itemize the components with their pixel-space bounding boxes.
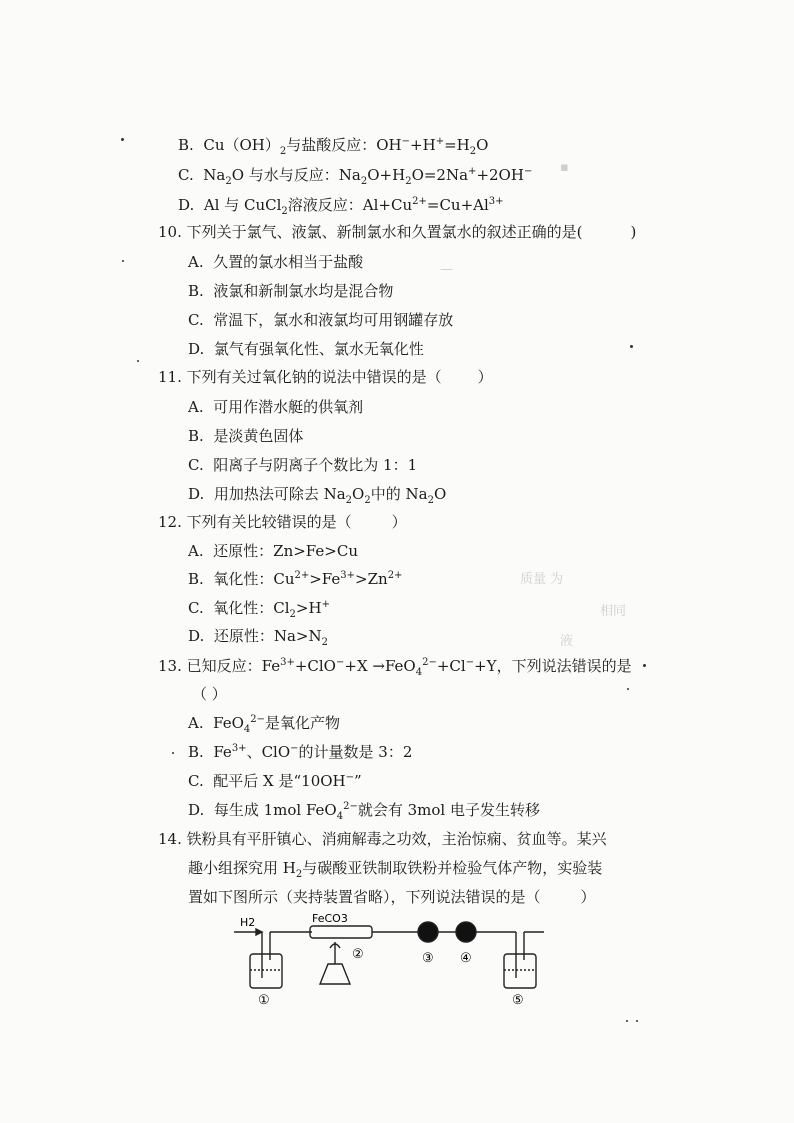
scan-speck (172, 752, 174, 754)
q13-option-C: C. 配平后 X 是“10OH−” (188, 772, 362, 790)
question-14-line3: 置如下图所示（夹持装置省略），下列说法错误的是（ ） (188, 888, 596, 906)
scan-speck (627, 688, 629, 690)
question-10-stem: 10. 下列关于氯气、液氯、新制氯水和久置氯水的叙述正确的是( ) (158, 223, 637, 241)
q10-option-D: D. 氯气有强氧化性、氯水无氧化性 (188, 340, 424, 358)
question-14-line2: 趣小组探究用 $H_2$与碳酸亚铁制取铁粉并检验气体产物，实验装 (188, 859, 603, 880)
bleed-text: 相同 (600, 604, 627, 619)
scan-speck (643, 664, 646, 667)
drying-bulb-4 (456, 922, 476, 942)
mark-4: ④ (460, 951, 472, 966)
q12-option-B: B. 氧化性：$Cu^{2+}>Fe^{3+}>Zn^{2+}$ (188, 570, 403, 588)
question-11-stem: 11. 下列有关过氧化钠的说法中错误的是（ ） (158, 368, 493, 386)
q12-option-A: A. 还原性：Zn>Fe>Cu (188, 542, 358, 560)
arrow-icon (256, 929, 262, 935)
q13-option-A: A. FeO$_4^{2-}$是氧化产物 (188, 714, 341, 735)
q13-option-D: D. 每生成 1mol FeO$_4^{2-}$就会有 3mol 电子发生转移 (188, 801, 540, 822)
drying-bulb-3 (418, 922, 438, 942)
mark-1: ① (258, 993, 270, 1007)
feco3-label: FeCO3 (312, 912, 348, 925)
scan-speck (137, 360, 139, 362)
alcohol-lamp (320, 964, 350, 984)
bleed-text: ▪ (560, 160, 569, 175)
mark-2: ② (352, 947, 364, 962)
q11-option-D: D. 用加热法可除去 $Na_2O_2$中的 $Na_2O$ (188, 485, 447, 506)
q10-option-A: A. 久置的氯水相当于盐酸 (188, 253, 364, 271)
option-D-prev: D. Al 与 CuCl$_2$溶液反应：$Al+Cu^{2+}=Cu+Al^{3+}$ (178, 196, 504, 217)
bleed-text: 液 (560, 634, 574, 649)
bleed-text: 质量 为 (520, 572, 564, 587)
h2-label: H2 (240, 916, 256, 929)
option-C-prev: C. $Na_2O$ 与水与反应：$Na_2O+H_2O=2Na^++2OH^-$ (178, 166, 533, 187)
q11-option-C: C. 阳离子与阴离子个数比为 1：1 (188, 456, 418, 474)
q12-option-D: D. 还原性：$Na>N_2$ (188, 627, 328, 648)
question-13-stem: 13. 已知反应：$Fe^{3+}+ClO^-+X \to FeO_4^{2-}+Cl^-+Y$，下列说法错误的是 (158, 657, 632, 678)
q10-option-B: B. 液氯和新制氯水均是混合物 (188, 282, 394, 300)
question-14-line1: 14. 铁粉具有平肝镇心、消痈解毒之功效，主治惊痫、贫血等。某兴 (158, 830, 607, 848)
question-12-stem: 12. 下列有关比较错误的是（ ） (158, 513, 407, 531)
scan-speck (626, 1020, 628, 1022)
q11-option-B: B. 是淡黄色固体 (188, 427, 304, 445)
bleed-text: — (440, 262, 453, 277)
scan-speck (630, 345, 633, 348)
q12-option-C: C. 氧化性：$Cl_2>H^+$ (188, 599, 330, 620)
q11-option-A: A. 可用作潜水艇的供氧剂 (188, 398, 364, 416)
reaction-tube (310, 926, 372, 938)
mark-3: ③ (422, 951, 434, 966)
q10-option-C: C. 常温下，氯水和液氯均可用钢罐存放 (188, 311, 454, 329)
experiment-apparatus-diagram (232, 912, 552, 1007)
scan-speck (121, 138, 124, 141)
mark-5: ⑤ (512, 993, 524, 1007)
scan-speck (122, 260, 124, 262)
q13-paren: （ ） (192, 685, 227, 703)
option-B-prev: B. $Cu(OH)_2$与盐酸反应：$OH^-+H^+=H_2O$ (178, 136, 489, 157)
wash-bottle-5 (504, 954, 536, 988)
q13-option-B: B. $Fe^{3+}$、ClO−的计量数是 3：2 (188, 743, 413, 761)
wash-bottle-1 (250, 954, 282, 988)
scan-speck (636, 1020, 638, 1022)
